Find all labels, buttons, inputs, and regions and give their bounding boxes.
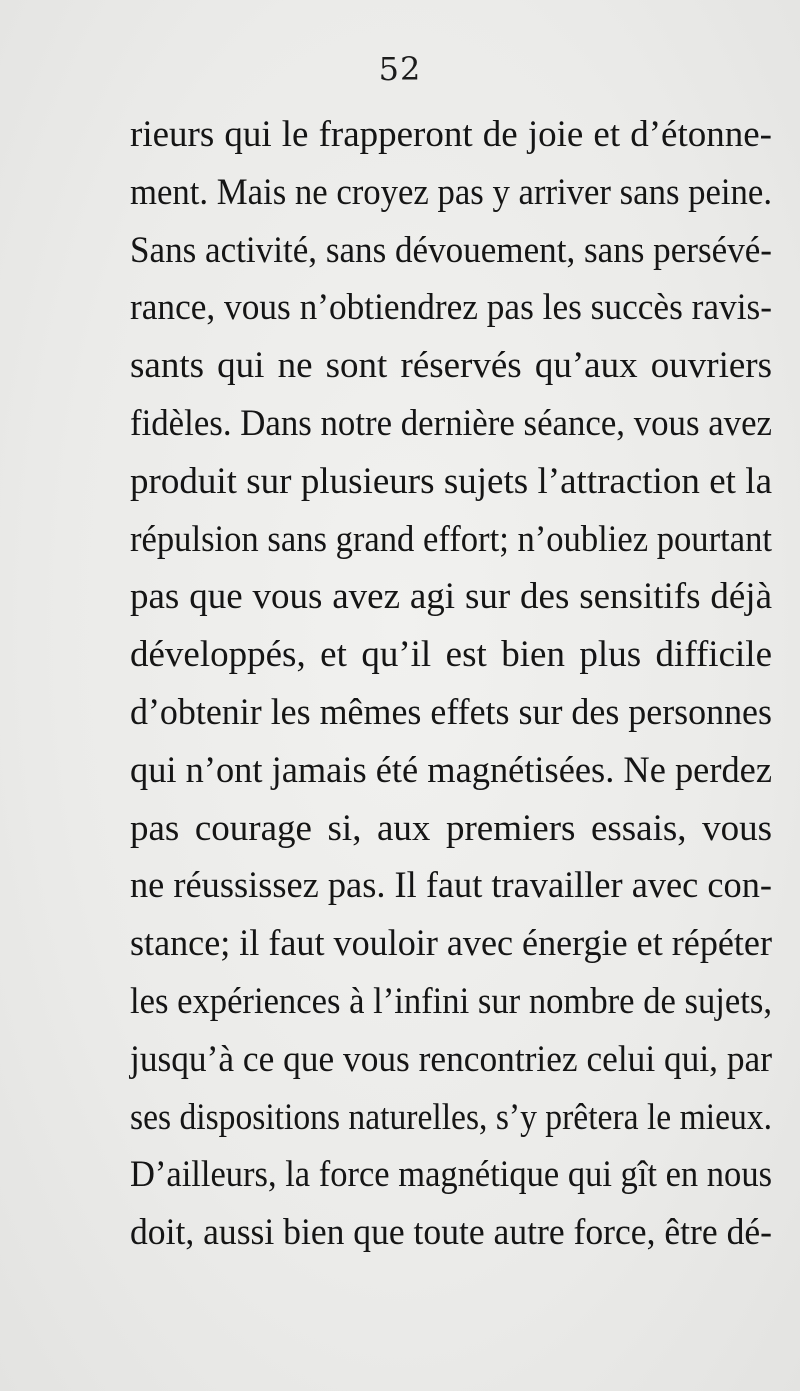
text-line: jusqu’à ce que vous rencontriez celui qui, par <box>130 1038 772 1080</box>
text-line: ment. Mais ne croyez pas y arriver sans peine. <box>130 171 772 213</box>
text-line: développés, et qu’il est bien plus difficile <box>130 634 772 676</box>
text-line: ne réussissez pas. Il faut travailler avec con- <box>130 865 772 907</box>
text-line: stance; il faut vouloir avec énergie et répéter <box>130 923 772 965</box>
text-line: fidèles. Dans notre dernière séance, vous avez <box>130 402 772 444</box>
text-line: pas courage si, aux premiers essais, vous <box>130 807 772 849</box>
text-line: produit sur plusieurs sujets l’attraction et la <box>130 460 772 502</box>
page-number: 52 <box>378 50 422 88</box>
text-line: rieurs qui le frapperont de joie et d’étonne- <box>130 114 772 155</box>
body-text <box>130 106 772 1262</box>
text-line: ses dispositions naturelles, s’y prêtera le mieux. <box>130 1096 772 1138</box>
text-line: pas que vous avez agi sur des sensitifs déjà <box>130 576 772 618</box>
text-line: qui n’ont jamais été magnétisées. Ne perdez <box>130 749 772 791</box>
text-line: D’ailleurs, la force magnétique qui gît en nous <box>130 1154 772 1196</box>
text-line: d’obtenir les mêmes effets sur des personnes <box>130 691 772 733</box>
text-line: sants qui ne sont réservés qu’aux ouvriers <box>130 345 772 387</box>
text-line: les expériences à l’infini sur nombre de sujets, <box>130 980 772 1022</box>
text-line: répulsion sans grand effort; n’oubliez pourtant <box>130 518 772 560</box>
text-line: rance, vous n’obtiendrez pas les succès ravis- <box>130 287 772 329</box>
text-line: Sans activité, sans dévouement, sans persévé- <box>130 229 772 271</box>
text-line: doit, aussi bien que toute autre force, être dé- <box>130 1212 772 1254</box>
